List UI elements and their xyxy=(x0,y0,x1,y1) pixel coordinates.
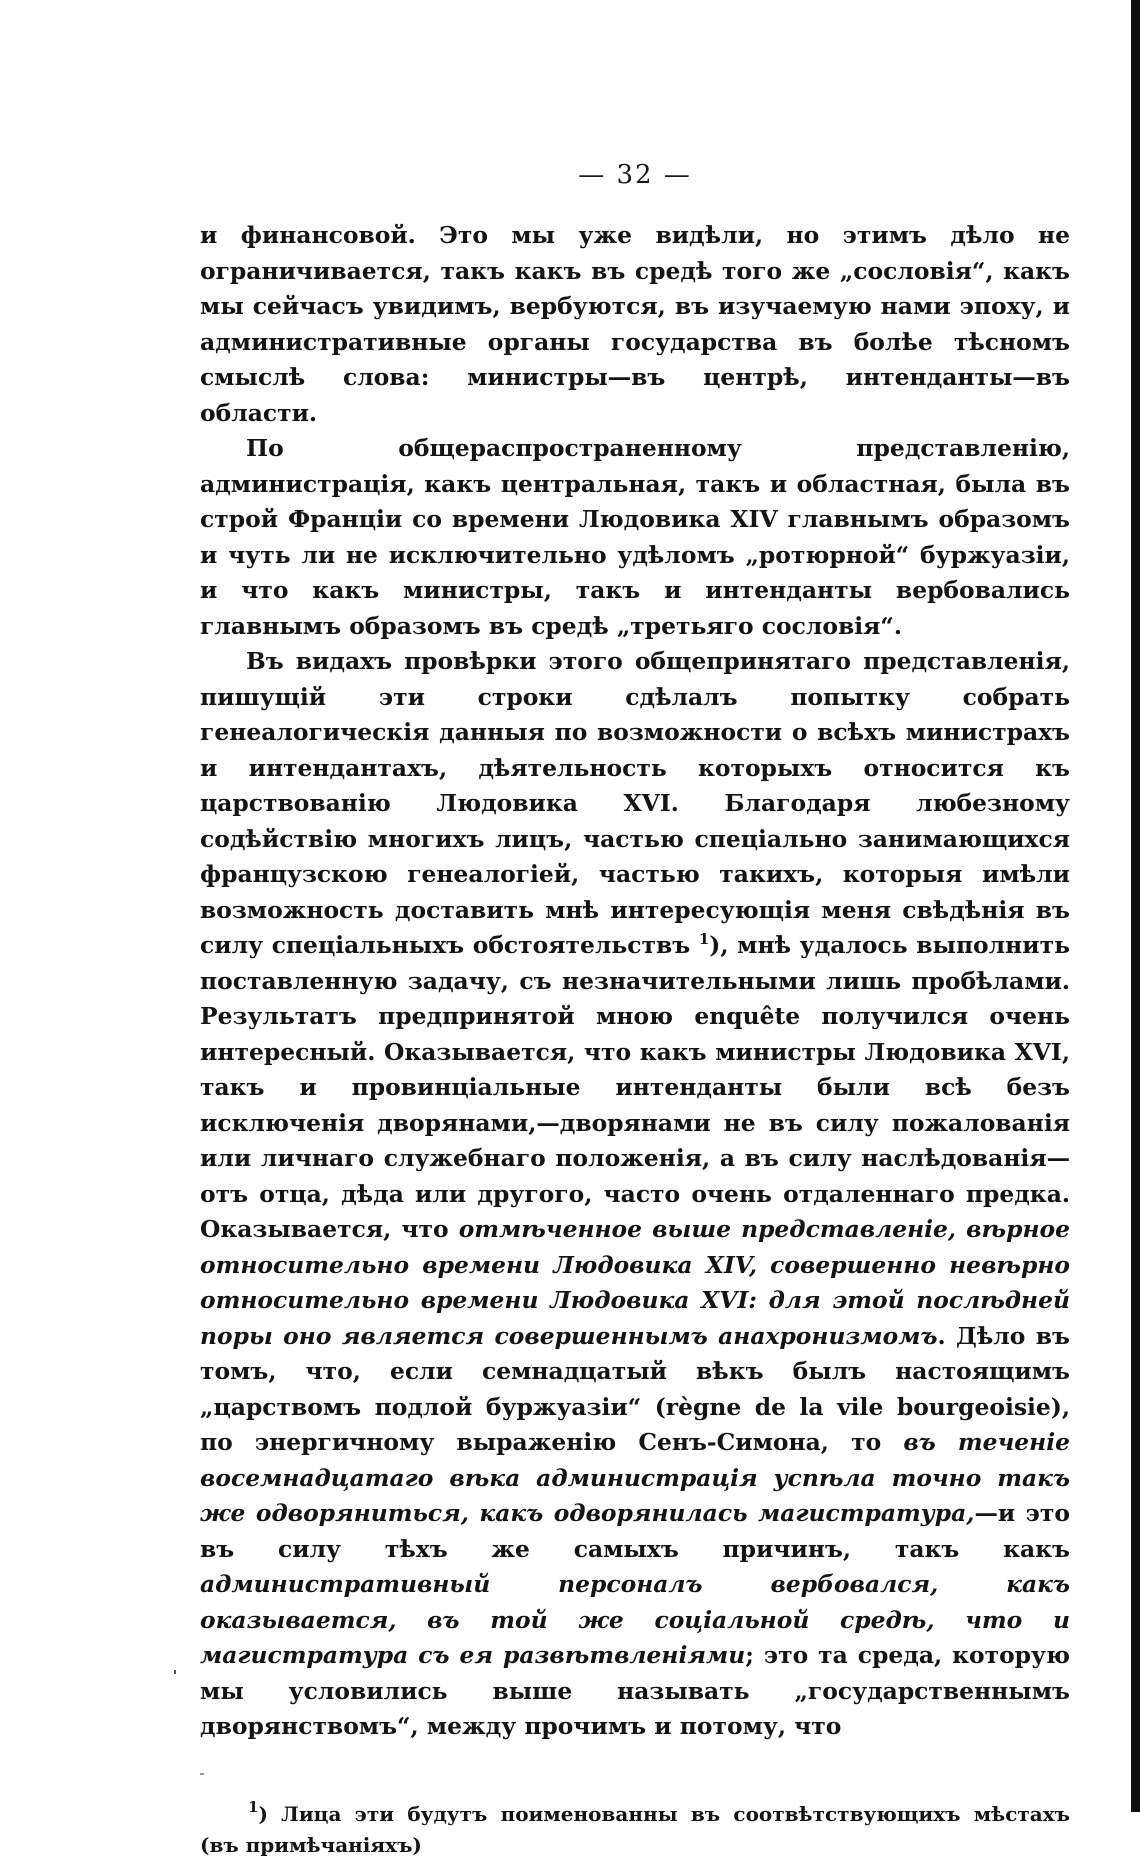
footnote-marker: 1 xyxy=(248,1797,259,1816)
italic-emphasis-3: административный персоналъ вербовался, какъ оказывается, въ той же соціальной средѣ, что и магистратура съ ея развѣтвленіями xyxy=(200,1570,1070,1669)
paragraph-1: и финансовой. Это мы уже видѣли, но этимъ дѣло не ограничивается, такъ какъ въ средѣ того же „сословія“, какъ мы сейчасъ увидимъ, вербуются, въ изучаемую нами эпоху, и административные органы государства въ болѣе тѣсномъ смыслѣ слова: министры—въ центрѣ, интенданты—въ области. xyxy=(200,221,1070,427)
paragraph-3-part-a: Въ видахъ провѣрки этого общепринятаго представленія, пишущій эти строки сдѣлалъ попытку собрать генеалогическія данныя по возможности о всѣхъ министрахъ и интендантахъ, дѣятельность которыхъ относится къ царствованію Людовика XVI. Благодаря любезному содѣйствію многихъ лицъ, частью спеціально занимающихся французскою генеалогіей, частью такихъ, которыя имѣли возможность доставить мнѣ интересующія меня свѣдѣнія въ силу спеціальныхъ обстоятельствъ xyxy=(200,647,1070,959)
paragraph-3-part-b: ), мнѣ удалось выполнить поставленную задачу, съ незначительными лишь пробѣлами. Результатъ предпринятой мною enquête получился очень интересный. Оказывается, что какъ министры Людовика XVI, такъ и провинціальные интенданты были всѣ безъ исключенія дворянами,—дворянами не въ силу пожалованія или личнаго служебнаго положенія, а въ силу наслѣдованія—отъ отца, дѣда или другого, часто очень отдаленнаго предка. Оказывается, что xyxy=(200,931,1070,1243)
italic-emphasis-2: въ теченіе восемнадцатаго вѣка администрація успѣла точно такъ же одворяниться, какъ одворянилась магистратура, xyxy=(200,1428,1070,1527)
paragraph-3 xyxy=(200,644,1070,1745)
body-text xyxy=(200,218,1070,1745)
scan-edge-shadow xyxy=(1131,0,1140,1812)
scan-speck xyxy=(174,1670,176,1674)
italic-emphasis-1: отмѣченное выше представленіе, вѣрное относительно времени Людовика XIV, совершенно невѣрно относительно времени Людовика XVI: для этой послѣдней поры оно является совершеннымъ анахронизмомъ xyxy=(200,1215,1070,1350)
footnote-text: ) Лица эти будутъ поименованны въ соотвѣтствующихъ мѣстахъ (въ примѣчаніяхъ) xyxy=(200,1801,1070,1857)
paragraph-3-part-d: —и это въ силу тѣхъ же самыхъ причинъ, такъ какъ xyxy=(200,1499,1070,1563)
paragraph-2: По общераспространенному представленію, администрація, какъ центральная, такъ и областная, была въ строй Франціи со времени Людовика XIV главнымъ образомъ и чуть ли не исключительно удѣломъ „ротюрной“ буржуазіи, и что какъ министры, такъ и интенданты вербовались главнымъ образомъ въ средѣ „третьяго сословія“. xyxy=(200,434,1070,640)
footnote xyxy=(200,1799,1070,1861)
paragraph-3-part-c: . Дѣло въ томъ, что, если семнадцатый вѣкъ былъ настоящимъ „царствомъ подлой буржуазіи“ (règne de la vile bourgeoisie), по энергичному выраженію Сенъ-Симона, то xyxy=(200,1321,1070,1456)
page-number: — 32 — xyxy=(578,160,692,190)
paragraph-3-part-e: ; это та среда, которую мы условились выше называть „государственнымъ дворянствомъ“, между прочимъ и потому, что xyxy=(200,1641,1070,1740)
book-page xyxy=(200,160,1070,1861)
footnote-reference: 1 xyxy=(698,930,710,948)
footnote-separator xyxy=(200,1773,204,1775)
